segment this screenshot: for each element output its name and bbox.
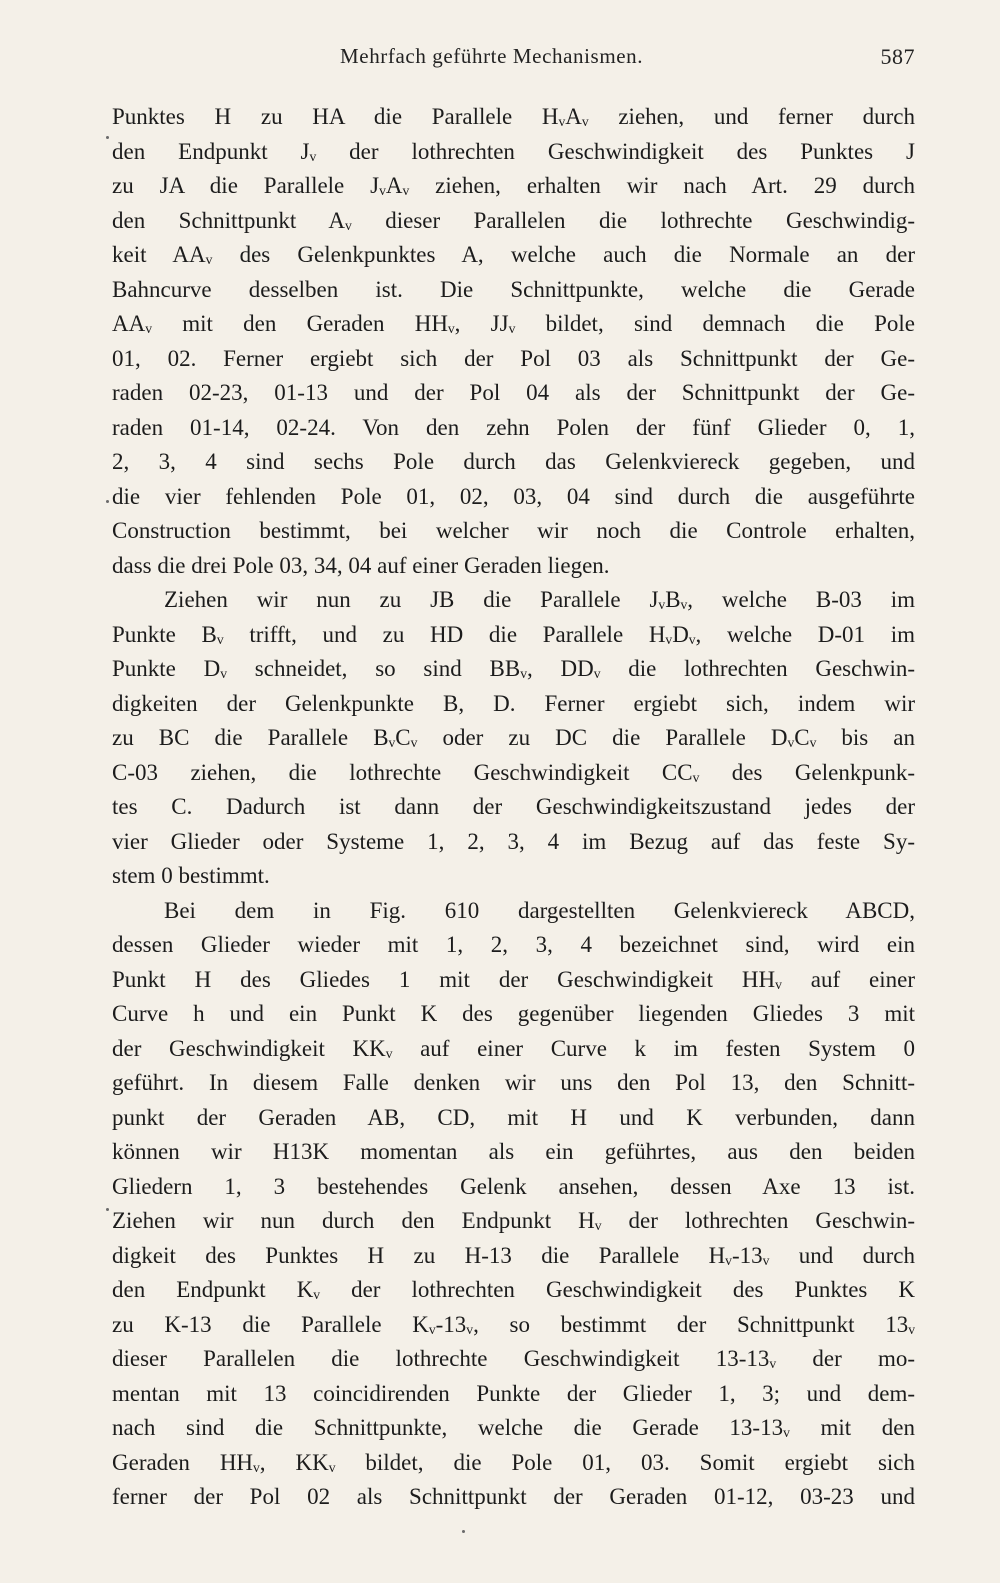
text-line: keit AAᵥ des Gelenkpunktes A, welche auch die Normale an der (112, 242, 915, 267)
print-speck (106, 1208, 109, 1211)
text-line: Gliedern 1, 3 bestehendes Gelenk ansehen, dessen Axe 13 ist. (112, 1173, 915, 1199)
text-line: der Geschwindigkeit KKᵥ auf einer Curve k im festen System 0 (112, 1035, 915, 1061)
text-line: Bei dem in Fig. 610 dargestellten Gelenkviereck ABCD, (164, 897, 915, 923)
text-line: den Endpunkt Kᵥ der lothrechten Geschwindigkeit des Punktes K (112, 1277, 915, 1302)
running-title: Mehrfach geführte Mechanismen. (340, 44, 644, 68)
text-line: 2, 3, 4 sind sechs Pole durch das Gelenkviereck gegeben, und (112, 449, 915, 474)
text-line: Ziehen wir nun durch den Endpunkt Hᵥ der lothrechten Geschwin- (112, 1208, 915, 1233)
page-number: 587 (880, 44, 915, 69)
text-line: digkeiten der Gelenkpunkte B, D. Ferner ergiebt sich, indem wir (112, 690, 915, 716)
text-line: raden 01-14, 02-24. Von den zehn Polen der fünf Glieder 0, 1, (112, 414, 915, 440)
text-line: digkeit des Punktes H zu H-13 die Parallele Hᵥ-13ᵥ und durch (112, 1242, 915, 1268)
body-text (112, 100, 915, 1515)
text-line: dieser Parallelen die lothrechte Geschwindigkeit 13-13ᵥ der mo- (112, 1346, 915, 1371)
text-line: geführt. In diesem Falle denken wir uns den Pol 13, den Schnitt- (112, 1070, 915, 1095)
text-line: die vier fehlenden Pole 01, 02, 03, 04 sind durch die ausgeführte (112, 483, 915, 509)
text-line: können wir H13K momentan als ein geführtes, aus den beiden (112, 1139, 915, 1164)
running-head (112, 44, 915, 78)
text-line: raden 02-23, 01-13 und der Pol 04 als der Schnittpunkt der Ge- (112, 380, 915, 405)
text-line: Ziehen wir nun zu JB die Parallele JᵥBᵥ, welche B-03 im (164, 587, 915, 612)
text-line: Curve h und ein Punkt K des gegenüber liegenden Gliedes 3 mit (112, 1001, 915, 1026)
text-line: den Schnittpunkt Aᵥ dieser Parallelen die lothrechte Geschwindig- (112, 207, 915, 233)
text-line: nach sind die Schnittpunkte, welche die Gerade 13-13ᵥ mit den (112, 1415, 915, 1440)
text-line: Bahncurve desselben ist. Die Schnittpunkte, welche die Gerade (112, 276, 915, 302)
text-line: den Endpunkt Jᵥ der lothrechten Geschwindigkeit des Punktes J (112, 138, 915, 164)
text-line: zu BC die Parallele BᵥCᵥ oder zu DC die Parallele DᵥCᵥ bis an (112, 725, 915, 750)
text-line: Geraden HHᵥ, KKᵥ bildet, die Pole 01, 03. Somit ergiebt sich (112, 1449, 915, 1475)
text-line: tes C. Dadurch ist dann der Geschwindigkeitszustand jedes der (112, 794, 915, 819)
text-line: AAᵥ mit den Geraden HHᵥ, JJᵥ bildet, sind demnach die Pole (112, 311, 915, 336)
text-line: zu JA die Parallele JᵥAᵥ ziehen, erhalten wir nach Art. 29 durch (112, 173, 915, 198)
text-line: zu K-13 die Parallele Kᵥ-13ᵥ, so bestimmt der Schnittpunkt 13ᵥ (112, 1311, 915, 1337)
text-line: C-03 ziehen, die lothrechte Geschwindigkeit CCᵥ des Gelenkpunk- (112, 759, 915, 785)
text-line: dessen Glieder wieder mit 1, 2, 3, 4 bezeichnet sind, wird ein (112, 932, 915, 957)
print-speck (106, 136, 109, 139)
text-line: punkt der Geraden AB, CD, mit H und K verbunden, dann (112, 1104, 915, 1130)
text-line: ferner der Pol 02 als Schnittpunkt der Geraden 01-12, 03-23 und (112, 1484, 915, 1509)
print-speck (106, 500, 109, 503)
text-line: mentan mit 13 coincidirenden Punkte der Glieder 1, 3; und dem- (112, 1380, 915, 1406)
text-line: vier Glieder oder Systeme 1, 2, 3, 4 im Bezug auf das feste Sy- (112, 828, 915, 854)
print-speck (462, 1530, 465, 1533)
text-line: stem 0 bestimmt. (112, 863, 270, 888)
text-line: Punkte Dᵥ schneidet, so sind BBᵥ, DDᵥ die lothrechten Geschwin- (112, 656, 915, 681)
text-line: Punkt H des Gliedes 1 mit der Geschwindigkeit HHᵥ auf einer (112, 966, 915, 992)
text-line: Construction bestimmt, bei welcher wir noch die Controle erhalten, (112, 518, 915, 543)
text-line: Punktes H zu HA die Parallele HᵥAᵥ ziehen, und ferner durch (112, 104, 915, 129)
text-line: dass die drei Pole 03, 34, 04 auf einer Geraden liegen. (112, 552, 610, 578)
text-line: 01, 02. Ferner ergiebt sich der Pol 03 als Schnittpunkt der Ge- (112, 345, 915, 371)
text-line: Punkte Bᵥ trifft, und zu HD die Parallele HᵥDᵥ, welche D-01 im (112, 621, 915, 647)
